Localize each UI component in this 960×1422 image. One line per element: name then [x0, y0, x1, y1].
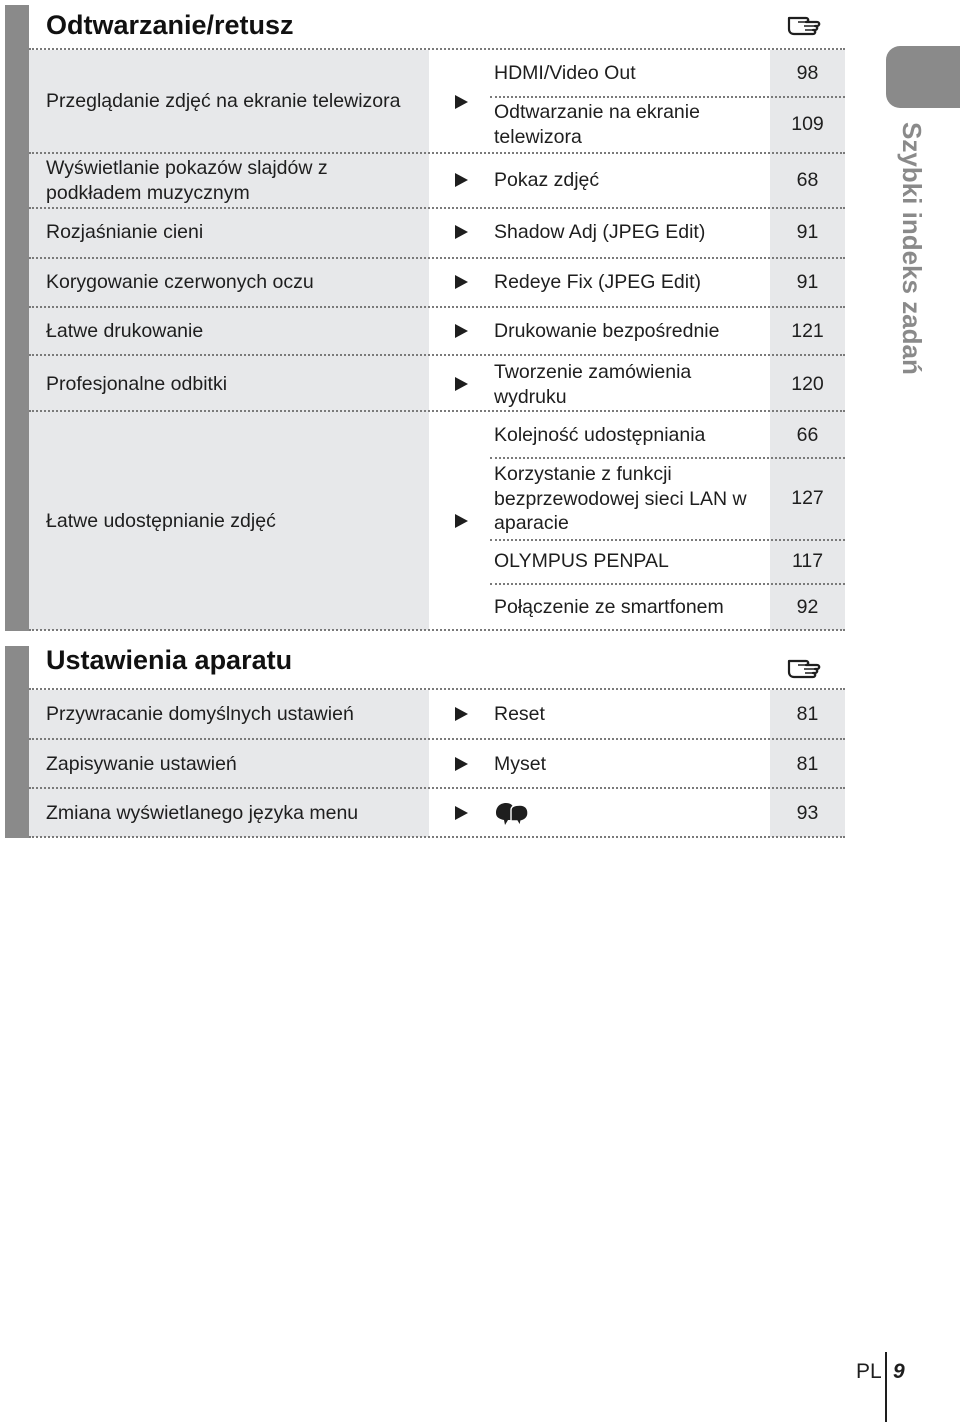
divider	[490, 583, 845, 585]
arrow-right-icon	[455, 95, 468, 109]
divider	[29, 207, 845, 209]
destination-label: Połączenie ze smartfonem	[494, 596, 724, 618]
divider	[29, 152, 845, 154]
divider	[490, 539, 845, 541]
divider	[490, 96, 845, 98]
page-number: 81	[796, 753, 819, 775]
arrow-right-icon	[455, 173, 468, 187]
divider	[29, 306, 845, 308]
task-label: Rozjaśnianie cieni	[46, 221, 204, 243]
divider	[29, 354, 845, 356]
page-number: 109	[791, 113, 824, 135]
arrow-right-icon	[455, 225, 468, 239]
arrow-right-icon	[455, 707, 468, 721]
section-bar	[5, 5, 29, 631]
section-title: Odtwarzanie/retusz	[46, 10, 294, 40]
destination-label: Myset	[494, 753, 547, 775]
divider	[29, 410, 845, 412]
arrow-right-icon	[455, 806, 468, 820]
footer-language: PL	[856, 1360, 882, 1383]
task-label: Łatwe drukowanie	[46, 320, 204, 342]
section-bar	[5, 646, 29, 838]
divider	[29, 629, 845, 631]
section-title: Ustawienia aparatu	[46, 645, 293, 675]
arrow-right-icon	[455, 275, 468, 289]
page-number: 120	[791, 373, 824, 395]
page-number: 68	[796, 169, 819, 191]
destination-label: Shadow Adj (JPEG Edit)	[494, 221, 706, 243]
language-icon	[494, 801, 530, 827]
divider	[29, 787, 845, 789]
arrow-right-icon	[455, 377, 468, 391]
page-number: 91	[796, 271, 819, 293]
task-label: Łatwe udostępnianie zdjęć	[46, 510, 276, 532]
divider	[29, 738, 845, 740]
pointing-hand-icon	[786, 652, 826, 680]
pointing-hand-icon	[786, 9, 826, 37]
page-number: 91	[796, 221, 819, 243]
side-tab	[886, 46, 960, 108]
task-label: Profesjonalne odbitki	[46, 373, 228, 395]
divider	[490, 457, 845, 459]
destination-label: Redeye Fix (JPEG Edit)	[494, 271, 701, 293]
footer-separator	[885, 1352, 887, 1422]
destination-label: Kolejność udostępniania	[494, 424, 706, 446]
divider	[29, 257, 845, 259]
page-number: 93	[796, 802, 819, 824]
task-label: Wyświetlanie pokazów slajdów z podkładem muzycznym	[46, 157, 328, 204]
destination-label: Tworzenie zamówienia wydruku	[494, 361, 692, 408]
task-label: Korygowanie czerwonych oczu	[46, 271, 314, 293]
side-tab-label: Szybki indeks zadań	[897, 122, 927, 375]
page-number: 121	[791, 320, 824, 342]
arrow-right-icon	[455, 514, 468, 528]
destination-label: Korzystanie z funkcji bezprzewodowej sieci LAN w aparacie	[494, 463, 747, 534]
page-number: 98	[796, 62, 819, 84]
destination-label: OLYMPUS PENPAL	[494, 550, 669, 572]
page-number: 92	[796, 596, 819, 618]
page-number: 81	[796, 703, 819, 725]
task-label: Zapisywanie ustawień	[46, 753, 237, 775]
destination-label: HDMI/Video Out	[494, 62, 636, 84]
page-number: 127	[791, 487, 824, 509]
divider	[29, 836, 845, 838]
page-number: 117	[791, 550, 824, 572]
task-label: Przywracanie domyślnych ustawień	[46, 703, 354, 725]
destination-label: Odtwarzanie na ekranie telewizora	[494, 101, 700, 148]
destination-label: Drukowanie bezpośrednie	[494, 320, 720, 342]
page-number: 66	[796, 424, 819, 446]
destination-label: Reset	[494, 703, 545, 725]
arrow-right-icon	[455, 757, 468, 771]
arrow-right-icon	[455, 324, 468, 338]
task-label: Zmiana wyświetlanego języka menu	[46, 802, 359, 824]
footer-page-number: 9	[893, 1360, 905, 1383]
destination-label: Pokaz zdjęć	[494, 169, 600, 191]
task-label: Przeglądanie zdjęć na ekranie telewizora	[46, 90, 401, 112]
